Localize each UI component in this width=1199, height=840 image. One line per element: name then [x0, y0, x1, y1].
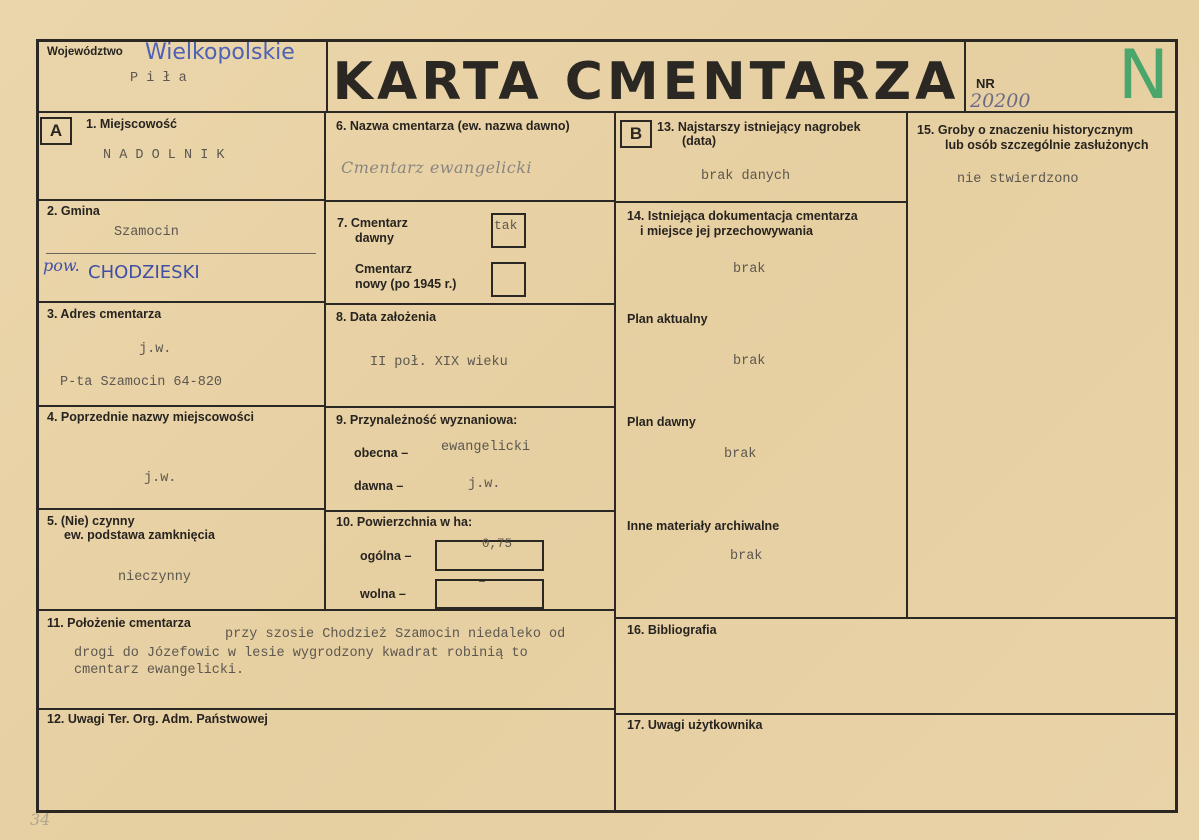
field-4-value: j.w. — [144, 471, 177, 486]
field-1-value: N A D O L N I K — [103, 148, 225, 163]
field-10-wolna-box — [435, 579, 544, 609]
frame-left — [36, 39, 39, 812]
field-6-label: 6. Nazwa cmentarza (ew. nazwa dawno) — [336, 119, 570, 133]
field-14-value: brak — [733, 262, 766, 277]
field-6-value: Cmentarz ewangelicki — [341, 158, 533, 177]
row-line-c2-1 — [326, 200, 616, 202]
field-7-label-2: dawny — [355, 231, 394, 245]
field-7-dawny-value: tak — [494, 218, 518, 233]
field-11-line-2: drogi do Józefowic w lesie wygrodzony kwadrat robinią to — [74, 646, 528, 661]
field-15-label-2: lub osób szczególnie zasłużonych — [945, 138, 1149, 152]
nr-value: 20200 — [970, 90, 1031, 112]
field-11-label: 11. Położenie cmentarza — [47, 616, 191, 630]
field-10-ogolna-value: 0,75 — [482, 537, 513, 551]
field-14-label-2: i miejsce jej przechowywania — [640, 224, 813, 238]
plan-dawny-label: Plan dawny — [627, 415, 696, 429]
bottom-mid-line-right — [616, 713, 1177, 715]
col-divider-3 — [906, 111, 908, 618]
plan-aktualny-value: brak — [733, 354, 766, 369]
section-b-badge: B — [620, 120, 652, 148]
bottom-mid-line-left — [36, 708, 616, 710]
field-13-value: brak danych — [701, 169, 791, 184]
nr-letter: N — [1118, 36, 1169, 115]
field-17-label: 17. Uwagi użytkownika — [627, 718, 763, 732]
field-3-label: 3. Adres cmentarza — [47, 307, 162, 321]
field-16-label: 16. Bibliografia — [627, 623, 717, 637]
wojewodztwo-stamp: Wielkopolskie — [145, 40, 295, 65]
page-title: KARTA CMENTARZA — [332, 52, 960, 112]
field-9-label: 9. Przynależność wyznaniowa: — [336, 413, 518, 427]
frame-bottom — [36, 810, 1178, 813]
field-9-obecna-value: ewangelicki — [441, 440, 531, 455]
field-2-label: 2. Gmina — [47, 204, 100, 218]
field-5-label-1: 5. (Nie) czynny — [47, 514, 135, 528]
field-12-label: 12. Uwagi Ter. Org. Adm. Państwowej — [47, 712, 268, 726]
field-8-value: II poł. XIX wieku — [370, 355, 508, 370]
field-4-label: 4. Poprzednie nazwy miejscowości — [47, 410, 255, 424]
field-9-dawna-value: j.w. — [468, 477, 501, 492]
field-15-label-1: 15. Groby o znaczeniu historycznym — [917, 123, 1134, 137]
row-line-c2-3 — [326, 406, 616, 408]
row-line-c1-1 — [36, 199, 326, 201]
row-line-c1-3 — [36, 405, 326, 407]
row-line-c1-4 — [36, 508, 326, 510]
nr-label: NR — [976, 76, 995, 91]
field-7-nowy-box — [491, 262, 526, 297]
bottom-top-line — [36, 609, 616, 611]
field-5-value: nieczynny — [118, 570, 191, 585]
inne-materialy-value: brak — [730, 549, 763, 564]
field-2-hand-value: CHODZIESKI — [88, 262, 200, 283]
frame-right — [1175, 39, 1178, 812]
field-9-obecna-label: obecna – — [354, 446, 409, 460]
field-10-wolna-label: wolna – — [360, 587, 406, 601]
field-7-label-1: 7. Cmentarz — [337, 216, 408, 230]
field-7-nowy-label-2: nowy (po 1945 r.) — [355, 277, 457, 291]
field-8-label: 8. Data założenia — [336, 310, 437, 324]
wojewodztwo-label: Województwo — [47, 46, 123, 58]
section-a-badge: A — [40, 117, 72, 145]
col-divider-1 — [324, 111, 326, 611]
region-typed: P i ł a — [130, 71, 187, 86]
field-10-wolna-value: – — [478, 575, 487, 590]
plan-dawny-value: brak — [724, 447, 757, 462]
row-line-c1-2 — [36, 301, 326, 303]
row-line-c2-2 — [326, 303, 616, 305]
field-2-hand-prefix: pow. — [43, 256, 80, 275]
field-7-nowy-label-1: Cmentarz — [355, 262, 412, 276]
field-3-value-2: P-ta Szamocin 64-820 — [60, 375, 223, 390]
col-divider-2 — [614, 111, 616, 811]
inne-materialy-label: Inne materiały archiwalne — [627, 519, 780, 533]
field-1-label: 1. Miejscowość — [86, 117, 178, 131]
field-10-label: 10. Powierzchnia w ha: — [336, 515, 473, 529]
field-9-dawna-label: dawna – — [354, 479, 404, 493]
field-2-value: Szamocin — [114, 225, 179, 240]
field-11-line-1: przy szosie Chodzież Szamocin niedaleko od — [225, 627, 566, 642]
field-13-label-2: (data) — [682, 134, 717, 148]
header-divider-right — [964, 39, 966, 113]
plan-aktualny-label: Plan aktualny — [627, 312, 708, 326]
field-2-underline — [46, 253, 316, 254]
field-3-value-1: j.w. — [139, 342, 172, 357]
field-10-ogolna-label: ogólna – — [360, 549, 412, 563]
row-line-c2-4 — [326, 510, 616, 512]
field-5-label-2: ew. podstawa zamknięcia — [64, 528, 215, 542]
field-15-value: nie stwierdzono — [957, 172, 1079, 187]
field-14-label-1: 14. Istniejąca dokumentacja cmentarza — [627, 209, 858, 223]
page-mark: 34 — [30, 810, 51, 829]
field-13-label-1: 13. Najstarszy istniejący nagrobek — [657, 120, 861, 134]
bottom-top-line-right — [616, 617, 1177, 619]
field-11-line-3: cmentarz ewangelicki. — [74, 663, 245, 678]
row-line-c3-1 — [616, 201, 908, 203]
